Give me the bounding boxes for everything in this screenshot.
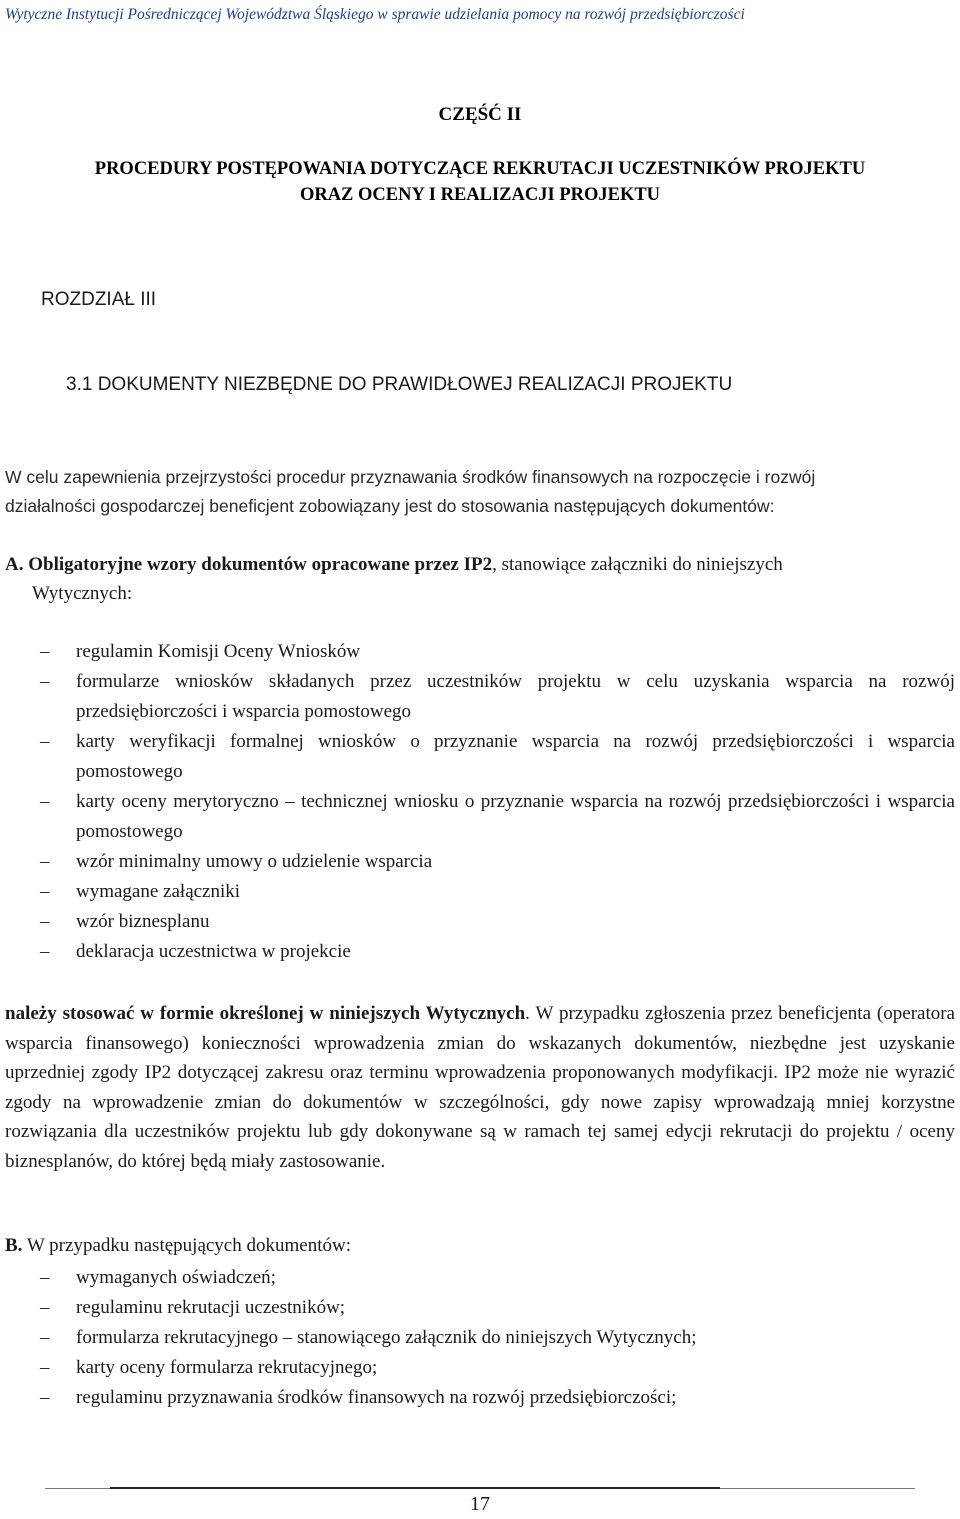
dash-bullet: – [40, 851, 50, 872]
dash-bullet: – [40, 1267, 50, 1288]
section-b-text: W przypadku następujących dokumentów: [22, 1235, 351, 1256]
section-a-rest: , stanowiące załączniki do niniejszych [492, 554, 783, 575]
list-item [40, 937, 955, 967]
list-item [40, 907, 955, 937]
chapter-heading: ROZDZIAŁ III [41, 289, 157, 310]
stosowac-text: . W przypadku zgłoszenia przez beneficjenta (operatora wsparcia finansowego) konieczności wprowadzenia zmian do wskazanych dokumentów, niezbędne jest uzyskanie uprzedniej zgody IP2 dotyczącej zakresu oraz terminu wprowadzenia proponowanych modyfikacji. IP2 może nie wyrazić zgody na wprowadzenie zmian do dokumentów w szczególności, gdy nowe zapisy wprowadzają mniej korzystne rozwiązania dla uczestników projektu lub gdy dokonywane są w ramach tej samej edycji rekrutacji do projektu / oceny biznesplanów, do której będą miały zastosowanie. [5, 1003, 955, 1172]
list-item-text: formularza rekrutacyjnego – stanowiącego załącznik do niniejszych Wytycznych; [76, 1327, 697, 1348]
part-subtitle [0, 156, 960, 208]
part-title: CZĘŚĆ II [438, 104, 522, 125]
list-item [40, 1263, 955, 1293]
list-item [40, 877, 955, 907]
intro-line-1: W celu zapewnienia przejrzystości procedur przyznawania środków finansowych na rozpoczęcie i rozwój [5, 467, 816, 487]
section-a-list [40, 637, 955, 967]
dash-bullet: – [40, 911, 50, 932]
part-subtitle-line-2: ORAZ OCENY I REALIZACJI PROJEKTU [299, 185, 661, 205]
dash-bullet: – [40, 1297, 50, 1318]
list-item-text: karty weryfikacji formalnej wniosków o przyznanie wsparcia na rozwój przedsiębiorczości i wsparcia pomostowego [76, 731, 955, 782]
list-item-text: formularze wniosków składanych przez uczestników projektu w celu uzyskania wsparcia na rozwój przedsiębiorczości i wsparcia pomostowego [76, 671, 955, 722]
section-b-list [40, 1263, 955, 1413]
list-item-text: deklaracja uczestnictwa w projekcie [76, 941, 351, 962]
dash-bullet: – [40, 731, 50, 752]
stosowac-paragraph [5, 999, 955, 1176]
dash-bullet: – [40, 1357, 50, 1378]
list-item-text: karty oceny formularza rekrutacyjnego; [76, 1357, 378, 1378]
list-item [40, 1353, 955, 1383]
list-item-text: wymagane załączniki [76, 881, 241, 902]
dash-bullet: – [40, 941, 50, 962]
intro-paragraph [5, 463, 955, 521]
section-a-rest-line-2: Wytycznych: [32, 583, 133, 604]
list-item-text: regulamin Komisji Oceny Wniosków [76, 641, 361, 662]
part-subtitle-line-1: PROCEDURY POSTĘPOWANIA DOTYCZĄCE REKRUTACJI UCZESTNIKÓW PROJEKTU [94, 159, 866, 179]
dash-bullet: – [40, 641, 50, 662]
page-number: 17 [470, 1493, 490, 1515]
dash-bullet: – [40, 1327, 50, 1348]
running-header: Wytyczne Instytucji Pośredniczącej Województwa Śląskiego w sprawie udzielania pomocy na rozwój przedsiębiorczości [5, 6, 745, 23]
dash-bullet: – [40, 881, 50, 902]
list-item [40, 727, 955, 787]
list-item-text: regulaminu przyznawania środków finansowych na rozwój przedsiębiorczości; [76, 1387, 677, 1408]
section-b-paragraph [5, 1235, 351, 1257]
list-item [40, 847, 955, 877]
section-heading: 3.1 DOKUMENTY NIEZBĘDNE DO PRAWIDŁOWEJ REALIZACJI PROJEKTU [66, 374, 733, 395]
section-a-paragraph [5, 550, 955, 608]
intro-line-2: działalności gospodarczej beneficjent zobowiązany jest do stosowania następujących dokumentów: [5, 496, 775, 516]
footer-divider-accent [110, 1487, 720, 1489]
list-item-text: regulaminu rekrutacji uczestników; [76, 1297, 346, 1318]
list-item [40, 667, 955, 727]
list-item [40, 1323, 955, 1353]
list-item-text: wzór minimalny umowy o udzielenie wsparcia [76, 851, 433, 872]
dash-bullet: – [40, 791, 50, 812]
dash-bullet: – [40, 671, 50, 692]
section-a-lead: A. Obligatoryjne wzory dokumentów opracowane przez IP2 [5, 554, 493, 575]
list-item-text: wzór biznesplanu [76, 911, 210, 932]
list-item [40, 1383, 955, 1413]
list-item [40, 787, 955, 847]
list-item [40, 1293, 955, 1323]
stosowac-bold: należy stosować w formie określonej w niniejszych Wytycznych [5, 1003, 526, 1024]
section-b-lead: B. [5, 1235, 23, 1256]
list-item-text: karty oceny merytoryczno – technicznej wniosku o przyznanie wsparcia na rozwój przedsiębiorczości i wsparcia pomostowego [76, 791, 955, 842]
list-item-text: wymaganych oświadczeń; [76, 1267, 276, 1288]
list-item [40, 637, 955, 667]
dash-bullet: – [40, 1387, 50, 1408]
